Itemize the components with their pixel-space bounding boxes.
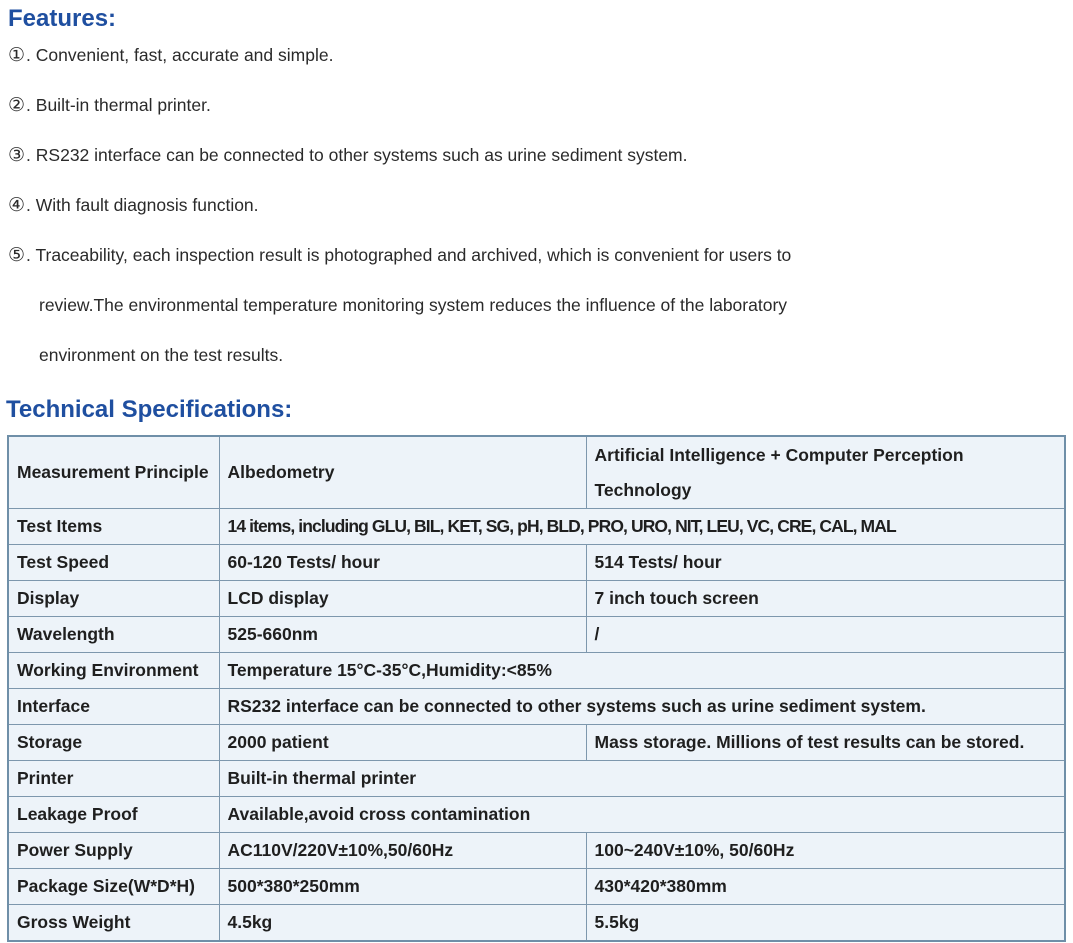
feature-text: . RS232 interface can be connected to other systems such as urine sediment system. [26,145,688,165]
table-row [8,797,1065,833]
spec-label: Gross Weight [8,905,219,942]
table-row [8,509,1065,545]
feature-text: . Traceability, each inspection result is photographed and archived, which is convenient for users to [26,245,792,265]
feature-item-5-continuation: review.The environmental temperature monitoring system reduces the influence of the laboratory [39,295,788,315]
spec-label: Working Environment [8,653,219,689]
table-row [8,761,1065,797]
spec-value: Artificial Intelligence + Computer Perception Technology [586,436,1065,509]
spec-value: Available,avoid cross contamination [219,797,1065,833]
table-row [8,833,1065,869]
spec-value: / [586,617,1065,653]
spec-value: RS232 interface can be connected to other systems such as urine sediment system. [219,689,1065,725]
spec-label: Leakage Proof [8,797,219,833]
spec-label: Printer [8,761,219,797]
spec-label: Test Speed [8,545,219,581]
spec-value: 60-120 Tests/ hour [219,545,586,581]
spec-label: Package Size(W*D*H) [8,869,219,905]
table-row [8,581,1065,617]
spec-value: 5.5kg [586,905,1065,942]
spec-value: 2000 patient [219,725,586,761]
spec-label: Measurement Principle [8,436,219,509]
feature-number: ④ [8,195,26,216]
spec-value: 7 inch touch screen [586,581,1065,617]
feature-text: . With fault diagnosis function. [26,195,259,215]
spec-value: 14 items, including GLU, BIL, KET, SG, pH, BLD, PRO, URO, NIT, LEU, VC, CRE, CAL, MAL [219,509,1065,545]
spec-value: 514 Tests/ hour [586,545,1065,581]
spec-value: 4.5kg [219,905,586,942]
table-row [8,725,1065,761]
spec-value: 430*420*380mm [586,869,1065,905]
table-row [8,436,1065,509]
feature-number: ⑤ [8,245,26,266]
feature-item-5 [8,244,791,267]
spec-value: Mass storage. Millions of test results can be stored. [586,725,1065,761]
spec-value: Temperature 15°C-35°C,Humidity:<85% [219,653,1065,689]
feature-item-3 [8,144,688,167]
spec-value: Built-in thermal printer [219,761,1065,797]
feature-item-4 [8,194,259,217]
spec-label: Display [8,581,219,617]
spec-value: LCD display [219,581,586,617]
spec-value: 100~240V±10%, 50/60Hz [586,833,1065,869]
spec-label: Interface [8,689,219,725]
spec-label: Power Supply [8,833,219,869]
table-row [8,653,1065,689]
spec-label: Wavelength [8,617,219,653]
spec-value: AC110V/220V±10%,50/60Hz [219,833,586,869]
table-row [8,617,1065,653]
spec-label: Storage [8,725,219,761]
features-heading: Features: [8,5,117,32]
specs-table [7,435,1066,942]
feature-text: . Convenient, fast, accurate and simple. [26,45,334,65]
feature-number: ① [8,45,26,66]
feature-number: ③ [8,145,26,166]
specs-heading: Technical Specifications: [6,396,293,423]
feature-item-1 [8,44,333,67]
feature-item-2 [8,94,211,117]
spec-value: 525-660nm [219,617,586,653]
feature-number: ② [8,95,26,116]
table-row [8,689,1065,725]
table-row [8,905,1065,942]
spec-value: Albedometry [219,436,586,509]
table-row [8,869,1065,905]
spec-value: 500*380*250mm [219,869,586,905]
spec-label: Test Items [8,509,219,545]
table-row [8,545,1065,581]
feature-item-5-continuation: environment on the test results. [39,345,284,365]
feature-text: . Built-in thermal printer. [26,95,211,115]
